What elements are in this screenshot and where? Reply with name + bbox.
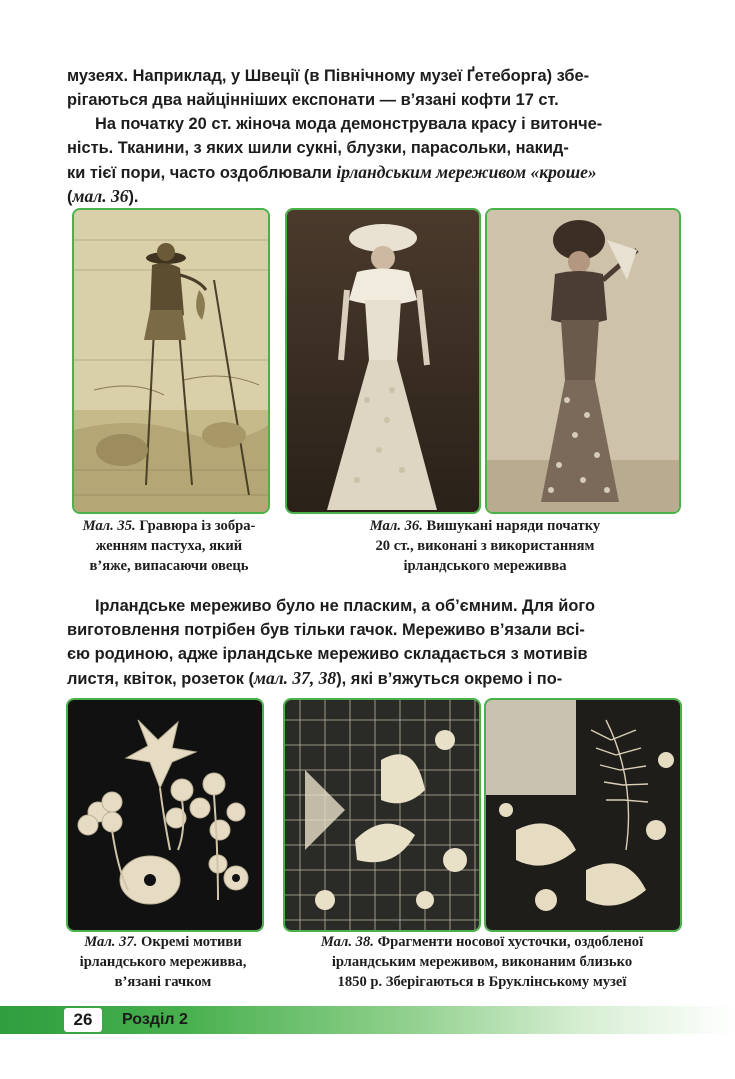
figure-37-image [66,698,264,932]
caption-line: ірландського мереживва [403,558,567,574]
text-line: На початку 20 ст. жіноча мода демонструвала красу і витонче- [95,115,603,133]
text-line: рігаються два найцінніших експонати — в’язані кофти 17 ст. [67,91,559,109]
page-number: 26 [64,1008,102,1032]
caption-line [60,932,266,952]
text-segment: ки тієї пори, часто оздоблювали [67,164,337,182]
shepherd-engraving-image [74,210,268,512]
figure-reference: мал. 37, 38 [253,668,337,688]
caption-line [58,516,280,536]
text-line [67,160,687,184]
caption-text: Окремі мотиви [137,934,242,950]
caption-line: ірландського мереживва, [79,954,247,970]
caption-text: Вишукані наряди початку [422,518,601,534]
text-line: Ірландське мереживо було не пласким, а об’ємним. Для його [95,597,595,615]
figure-38-image-left [283,698,481,932]
figure-label: Мал. 36. [369,518,423,534]
figure-label: Мал. 35. [82,518,136,534]
figure-38-caption [278,932,686,992]
text-segment: ). [128,188,139,206]
text-line [67,184,687,208]
caption-line: женням пастуха, який [95,538,243,554]
caption-line: 20 ст., виконані з використанням [375,538,595,554]
caption-line: в’язані гачком [114,974,212,990]
paragraph-irish-lace [67,594,687,690]
figure-36-image-right [485,208,681,514]
caption-line: в’яже, випасаючи овець [89,558,249,574]
lace-motifs-image [68,700,262,930]
caption-line: ірландським мереживом, виконаним близько [331,954,633,970]
text-segment: листя, квіток, розеток ( [67,670,254,688]
figure-38-image-right [484,698,682,932]
figure-label: Мал. 37. [84,934,138,950]
figure-35-image [72,208,270,514]
text-line: музеях. Наприклад, у Швеції (в Північному музеї Ґетеборга) збе- [67,67,590,85]
figure-35-caption [58,516,280,576]
figure-36-image-left [285,208,481,514]
patterned-dress-photo [487,210,679,512]
text-line: виготовлення потрібен був тільки гачок. Мереживо в’язали всі- [67,621,585,639]
caption-text: Гравюра із зобра- [135,518,256,534]
emphasis-term: ірландським мереживом «кроше» [336,162,597,182]
figure-37-caption [60,932,266,992]
text-segment: ( [67,188,73,206]
text-segment: ), які в’яжуться окремо і по- [336,670,563,688]
caption-line [278,932,686,952]
section-label: Розділ 2 [122,1011,188,1028]
text-line: єю родиною, адже ірландське мереживо складається з мотивів [67,645,588,663]
white-dress-photo [287,210,479,512]
figure-36-caption [330,516,640,576]
caption-line [330,516,640,536]
paragraph-top [67,64,687,112]
paragraph-fashion [67,112,687,208]
footer-bar [0,1006,735,1034]
text-line: ність. Тканини, з яких шили сукні, блузки, парасольки, накид- [67,139,569,157]
handkerchief-lace-photo [285,700,479,930]
caption-text: Фрагменти носової хусточки, оздобленої [373,934,644,950]
figure-label: Мал. 38. [320,934,374,950]
fern-lace-photo [486,700,680,930]
caption-line: 1850 р. Зберігаються в Бруклінському музеї [337,974,627,990]
figure-reference: мал. 36 [72,186,129,206]
text-line [67,666,687,690]
